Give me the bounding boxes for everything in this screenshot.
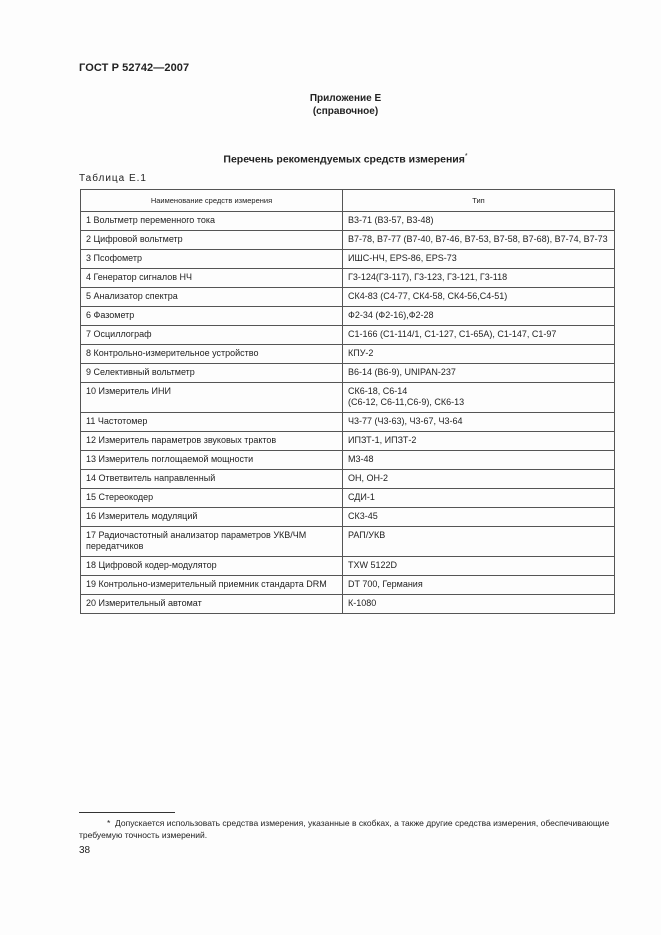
instrument-name: 3 Псофометр bbox=[81, 250, 343, 269]
footnote-mark: * bbox=[464, 153, 468, 160]
instrument-type: Ф2-34 (Ф2-16),Ф2-28 bbox=[343, 307, 615, 326]
instrument-type: DT 700, Германия bbox=[343, 576, 615, 595]
standard-number: ГОСТ Р 52742—2007 bbox=[79, 62, 190, 74]
instrument-name: 16 Измеритель модуляций bbox=[81, 508, 343, 527]
instrument-name: 11 Частотомер bbox=[81, 413, 343, 432]
instrument-name: 14 Ответвитель направленный bbox=[81, 470, 343, 489]
instruments-table bbox=[80, 189, 615, 614]
page-number: 38 bbox=[79, 845, 91, 856]
instrument-name: 2 Цифровой вольтметр bbox=[81, 231, 343, 250]
instrument-type: Г3-124(Г3-117), Г3-123, Г3-121, Г3-118 bbox=[343, 269, 615, 288]
instrument-name: 19 Контрольно-измерительный приемник стандарта DRM bbox=[81, 576, 343, 595]
table-row bbox=[81, 345, 615, 364]
instrument-type: С1-166 (С1-114/1, С1-127, С1-65А), С1-147, С1-97 bbox=[343, 326, 615, 345]
instrument-type: ОН, ОН-2 bbox=[343, 470, 615, 489]
instrument-type: ИПЗТ-1, ИПЗТ-2 bbox=[343, 432, 615, 451]
table-row bbox=[81, 383, 615, 413]
instrument-name: 13 Измеритель поглощаемой мощности bbox=[81, 451, 343, 470]
instrument-name: 5 Анализатор спектра bbox=[81, 288, 343, 307]
footnote-divider bbox=[79, 812, 175, 813]
table-row bbox=[81, 212, 615, 231]
table-row bbox=[81, 307, 615, 326]
instrument-name: 12 Измеритель параметров звуковых трактов bbox=[81, 432, 343, 451]
instrument-name: 10 Измеритель ИНИ bbox=[81, 383, 343, 413]
table-header-row bbox=[81, 190, 615, 212]
footnote bbox=[79, 817, 617, 841]
instrument-type: РАП/УКВ bbox=[343, 527, 615, 557]
instrument-name: 20 Измерительный автомат bbox=[81, 595, 343, 614]
instrument-type: В3-71 (В3-57, В3-48) bbox=[343, 212, 615, 231]
appendix-note: (справочное) bbox=[312, 106, 379, 117]
table-row bbox=[81, 595, 615, 614]
appendix-title: Приложение Е bbox=[309, 93, 382, 104]
instrument-type: СК6-18, С6-14 (С6-12, С6-11,С6-9), СК6-13 bbox=[343, 383, 615, 413]
instrument-type: TXW 5122D bbox=[343, 557, 615, 576]
instrument-type: М3-48 bbox=[343, 451, 615, 470]
instrument-name: 8 Контрольно-измерительное устройство bbox=[81, 345, 343, 364]
table-row bbox=[81, 470, 615, 489]
instrument-name: 4 Генератор сигналов НЧ bbox=[81, 269, 343, 288]
table-row bbox=[81, 527, 615, 557]
instrument-name: 18 Цифровой кодер-модулятор bbox=[81, 557, 343, 576]
instrument-name: 17 Радиочастотный анализатор параметров УКВ/ЧМ передатчиков bbox=[81, 527, 343, 557]
table-label: Таблица Е.1 bbox=[79, 173, 147, 184]
table-row bbox=[81, 489, 615, 508]
instrument-type: В7-78, В7-77 (В7-40, В7-46, В7-53, В7-58, В7-68), В7-74, В7-73 bbox=[343, 231, 615, 250]
column-header-type: Тип bbox=[343, 190, 615, 212]
instrument-type: ИШС-НЧ, EPS-86, EPS-73 bbox=[343, 250, 615, 269]
instrument-type: СК3-45 bbox=[343, 508, 615, 527]
instrument-type: СДИ-1 bbox=[343, 489, 615, 508]
table-row bbox=[81, 413, 615, 432]
document-title bbox=[0, 153, 661, 166]
table-row bbox=[81, 508, 615, 527]
table-row bbox=[81, 451, 615, 470]
instrument-name: 15 Стереокодер bbox=[81, 489, 343, 508]
table-row bbox=[81, 269, 615, 288]
footnote-marker: * bbox=[107, 818, 111, 828]
instrument-name: 1 Вольтметр переменного тока bbox=[81, 212, 343, 231]
table-row bbox=[81, 231, 615, 250]
instrument-type: В6-14 (В6-9), UNIPAN-237 bbox=[343, 364, 615, 383]
instrument-type: Ч3-77 (Ч3-63), Ч3-67, Ч3-64 bbox=[343, 413, 615, 432]
table-row bbox=[81, 557, 615, 576]
table-body bbox=[81, 212, 615, 614]
footnote-text: Допускается использовать средства измерения, указанные в скобках, а также другие средства измерения, обеспечивающие требуемую точность измерений. bbox=[79, 818, 610, 840]
column-header-name: Наименование средств измерения bbox=[81, 190, 343, 212]
table-row bbox=[81, 576, 615, 595]
table-row bbox=[81, 364, 615, 383]
instrument-type: КПУ-2 bbox=[343, 345, 615, 364]
appendix-heading bbox=[0, 92, 661, 118]
table-row bbox=[81, 250, 615, 269]
table-row bbox=[81, 326, 615, 345]
table-row bbox=[81, 432, 615, 451]
instrument-name: 7 Осциллограф bbox=[81, 326, 343, 345]
instrument-name: 6 Фазометр bbox=[81, 307, 343, 326]
instrument-type: К-1080 bbox=[343, 595, 615, 614]
instrument-name: 9 Селективный вольтметр bbox=[81, 364, 343, 383]
table-row bbox=[81, 288, 615, 307]
instrument-type: СК4-83 (С4-77, СК4-58, СК4-56,С4-51) bbox=[343, 288, 615, 307]
document-title-text: Перечень рекомендуемых средств измерения bbox=[223, 153, 465, 166]
